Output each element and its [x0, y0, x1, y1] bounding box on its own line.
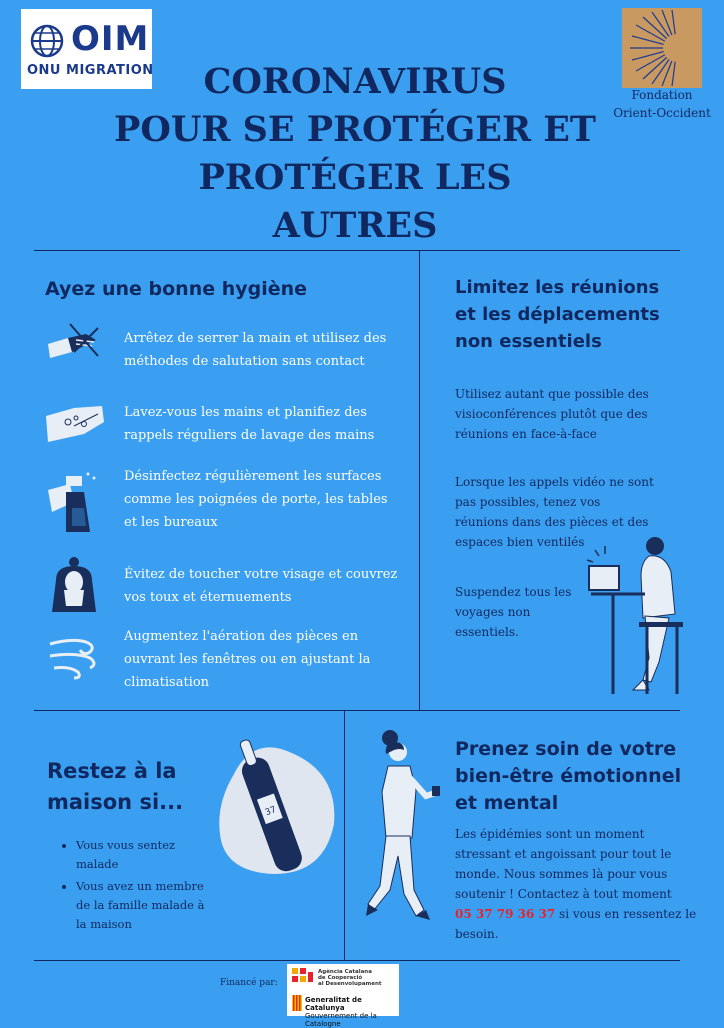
sponsor-accd-name: Agència Catalana de Cooperació al Desenvolupament	[318, 969, 382, 987]
divider-top	[34, 250, 680, 251]
divider-bottom	[34, 960, 680, 961]
person-walking-icon	[364, 730, 448, 922]
title-line: POUR SE PROTÉGER ET	[114, 109, 596, 150]
sneezing-person-icon	[46, 556, 102, 612]
globe-icon	[29, 23, 65, 59]
divider-vertical-bottom	[344, 710, 345, 960]
list-item: • Vous vous sentez malade	[76, 836, 212, 874]
hygiene-item-text: Évitez de toucher votre visage et couvrez vos toux et éternuements	[124, 567, 398, 605]
thermometer-reading: 37	[264, 805, 278, 819]
home-bullets	[62, 836, 212, 937]
wind-icon	[46, 634, 98, 680]
foundation-logo	[622, 8, 702, 88]
list-item: • Vous avez un membre de la famille malade à la maison	[76, 877, 212, 934]
sponsor-logos	[287, 964, 399, 1028]
home-heading: Restez à la maison si...	[47, 759, 184, 814]
divider-middle	[34, 710, 680, 711]
wellbeing-heading: Prenez soin de votre bien-être émotionnel et mental	[455, 738, 682, 814]
hygiene-item-text: Augmentez l'aération des pièces en ouvrant les fenêtres ou en ajustant la climatisation	[124, 629, 371, 690]
hygiene-item-text: Arrêtez de serrer la main et utilisez des méthodes de salutation sans contact	[124, 331, 387, 369]
oim-subtitle: ONU MIGRATION	[27, 63, 154, 78]
catalonia-flag-icon	[292, 995, 302, 1011]
meetings-heading: Limitez les réunions et les déplacements non essentiels	[455, 277, 660, 352]
sponsor-generalitat-name: Generalitat de Catalunya Gouvernement de la Catalogne	[305, 996, 377, 1028]
funded-by-label: Financé par:	[220, 978, 278, 988]
title-line: PROTÉGER LES	[198, 157, 512, 198]
hand-washing-icon	[44, 400, 106, 446]
spray-bottle-icon	[44, 468, 100, 534]
person-laptop-icon	[585, 532, 685, 696]
hygiene-heading: Ayez une bonne hygiène	[45, 278, 308, 300]
meetings-paragraph: Suspendez tous les voyages non essentiels.	[455, 585, 572, 639]
hygiene-item-text: Lavez-vous les mains et planifiez des rappels réguliers de lavage des mains	[124, 405, 375, 443]
sunburst-icon	[622, 8, 702, 88]
thermometer-icon	[214, 734, 338, 884]
meetings-paragraph: Lorsque les appels vidéo ne sont pas possibles, tenez vos réunions dans des pièces et des espaces bien ventilés	[455, 475, 654, 549]
title-line: AUTRES	[272, 205, 438, 246]
no-handshake-icon	[46, 322, 102, 366]
oim-name: OIM	[71, 19, 150, 59]
accd-logo-icon	[292, 968, 314, 988]
wellbeing-text: Les épidémies sont un moment stressant et angoissant pour tout le monde. Nous sommes là pour vous soutenir ! Contactez à tout moment 05 37 79 36 37 si vous en ressentez le besoin.	[455, 827, 697, 941]
page-title	[100, 58, 610, 250]
divider-vertical-top	[419, 250, 420, 710]
foundation-name: Fondation Orient-Occident	[613, 88, 711, 120]
phone-number[interactable]: 05 37 79 36 37	[455, 907, 556, 921]
meetings-paragraph: Utilisez autant que possible des visioconférences plutôt que des réunions en face-à-face	[455, 387, 649, 441]
title-line: CORONAVIRUS	[203, 61, 507, 102]
hygiene-item-text: Désinfectez régulièrement les surfaces comme les poignées de porte, les tables et les bureaux	[124, 469, 388, 530]
